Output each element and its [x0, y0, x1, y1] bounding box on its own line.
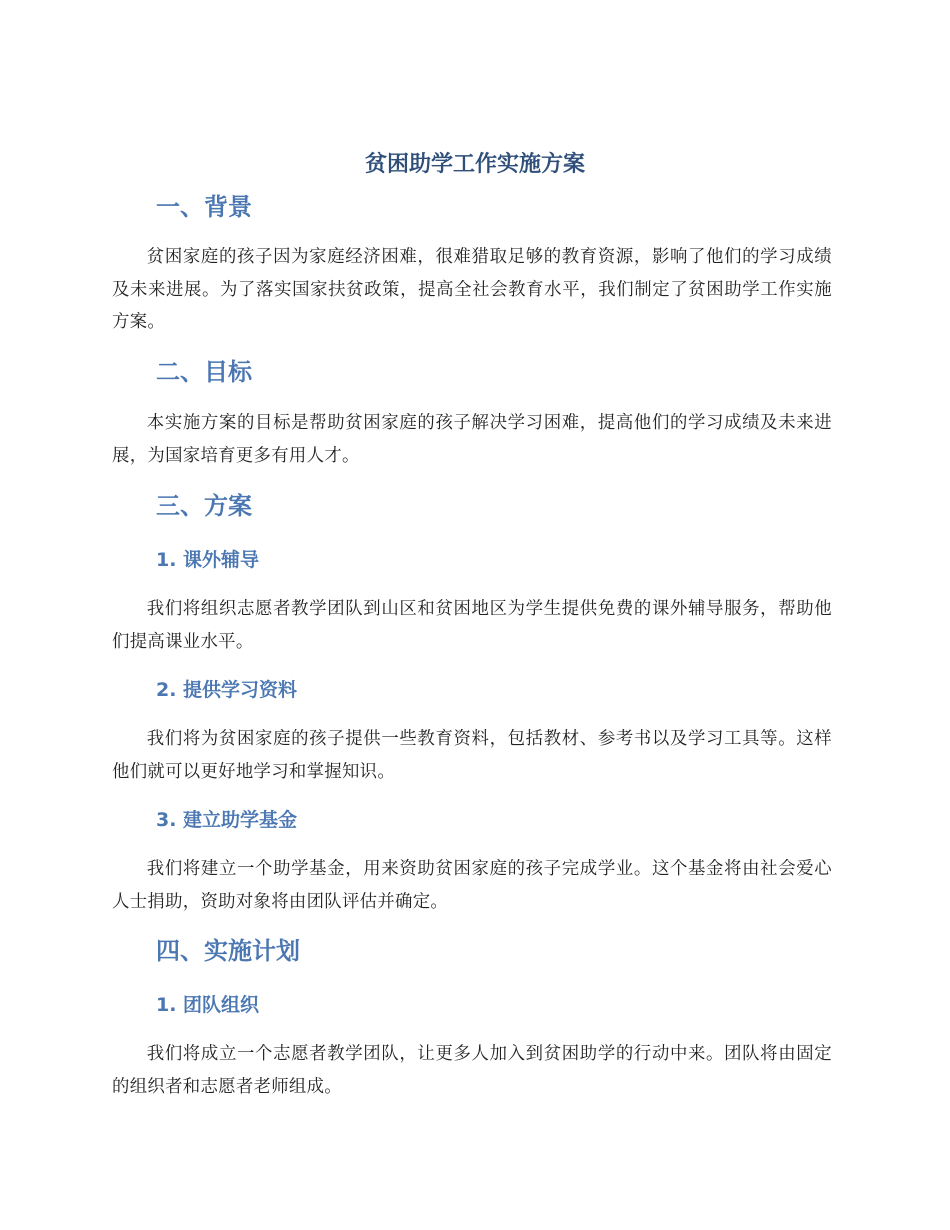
subsection-heading-tutoring: 1. 课外辅导: [156, 549, 260, 571]
subsection-heading-materials: 2. 提供学习资料: [156, 679, 298, 701]
subsection-heading-fund: 3. 建立助学基金: [156, 809, 298, 831]
document-title: 贫困助学工作实施方案: [364, 152, 585, 177]
section-heading-plan: 三、方案: [156, 492, 252, 520]
subsection-paragraph-tutoring: 我们将组织志愿者教学团队到山区和贫困地区为学生提供免费的课外辅导服务，帮助他们提高课业水平。: [112, 599, 832, 652]
subsection-paragraph-materials: 我们将为贫困家庭的孩子提供一些教育资料，包括教材、参考书以及学习工具等。这样他们就可以更好地学习和掌握知识。: [112, 729, 832, 782]
section-heading-implementation: 四、实施计划: [156, 937, 300, 965]
section-heading-background: 一、背景: [156, 193, 252, 221]
subsection-paragraph-fund: 我们将建立一个助学基金，用来资助贫困家庭的孩子完成学业。这个基金将由社会爱心人士捐助，资助对象将由团队评估并确定。: [112, 859, 832, 912]
section-heading-goal: 二、目标: [156, 358, 252, 386]
subsection-heading-team: 1. 团队组织: [156, 994, 260, 1016]
subsection-paragraph-team: 我们将成立一个志愿者教学团队，让更多人加入到贫困助学的行动中来。团队将由固定的组织者和志愿者老师组成。: [112, 1044, 832, 1097]
section-paragraph-goal: 本实施方案的目标是帮助贫困家庭的孩子解决学习困难，提高他们的学习成绩及未来进展，为国家培育更多有用人才。: [112, 413, 832, 466]
section-paragraph-background: 贫困家庭的孩子因为家庭经济困难，很难猎取足够的教育资源，影响了他们的学习成绩及未来进展。为了落实国家扶贫政策，提高全社会教育水平，我们制定了贫困助学工作实施方案。: [112, 247, 832, 332]
